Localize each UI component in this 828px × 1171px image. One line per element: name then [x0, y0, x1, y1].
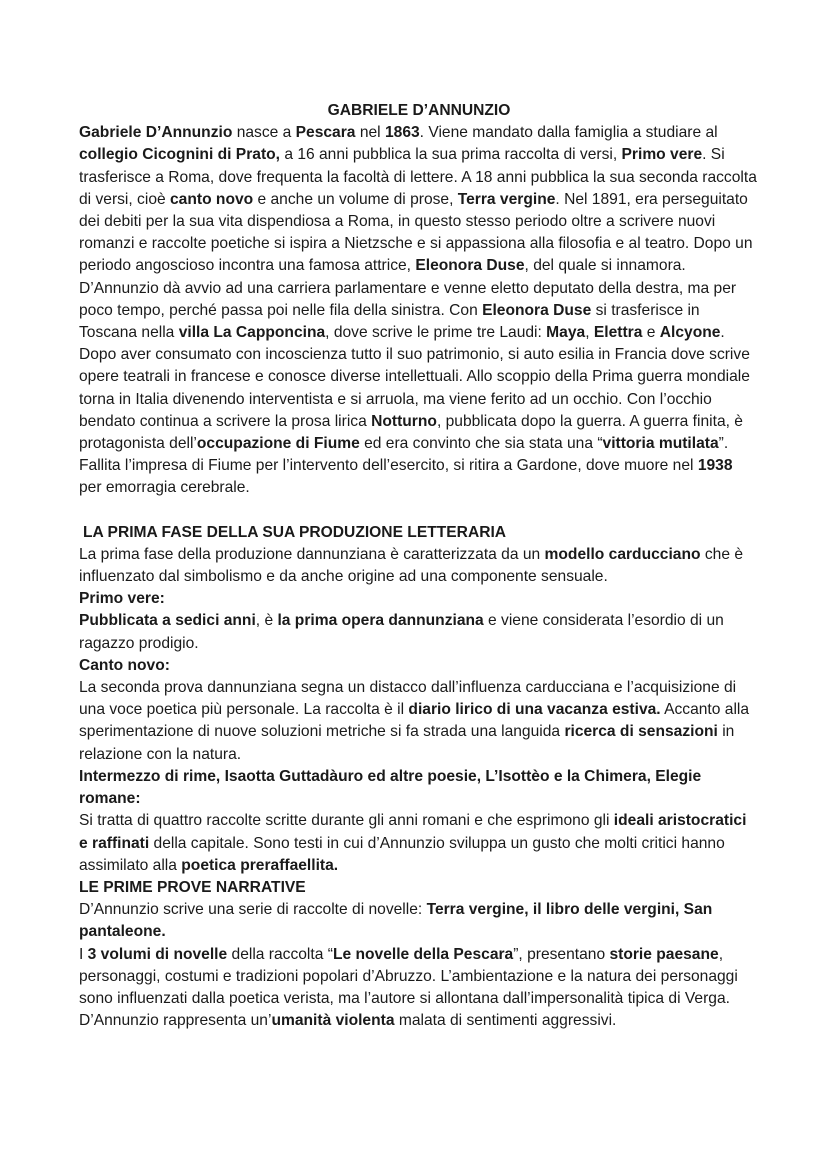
text-run: a 16 anni pubblica la sua prima raccolta di versi, [280, 146, 622, 164]
text-run: I [79, 945, 88, 963]
canto-novo-paragraph [79, 677, 759, 766]
text-run: ”. Fallita l’impresa di Fiume per l’intervento dell’esercito, si ritira a Gardone, dove muore nel [79, 435, 729, 475]
text-run: e viene considerata l’esordio di un ragazzo prodigio. [79, 612, 724, 652]
text-run: per emorragia cerebrale. [79, 479, 250, 497]
text-run: nasce a [232, 124, 296, 142]
bold-text-run: Le novelle della Pescara [332, 945, 514, 963]
primo-vere-paragraph [79, 610, 759, 654]
bold-text-run: occupazione di Fiume [196, 435, 360, 453]
text-run: nel [355, 124, 385, 142]
text-run: La seconda prova dannunziana segna un distacco dall’influenza carducciana e l’acquisizione di una voce poetica più personale. La raccolta è il [79, 679, 737, 719]
bold-text-run: 1938 [697, 457, 733, 475]
text-run: in relazione con la natura. [79, 723, 735, 763]
bold-text-run: storie paesane [609, 945, 719, 963]
intermezzo-paragraph [79, 810, 759, 877]
text-run: Accanto alla sperimentazione di nuove soluzioni metriche si fa strada una languida [79, 701, 750, 741]
text-run: , del quale si innamora. D’Annunzio dà avvio ad una carriera parlamentare e venne eletto deputato della destra, ma per poco tempo, perché passa poi nelle fila della sinistra. Con [79, 257, 737, 319]
subheading-primo-vere: Primo vere: [79, 590, 165, 608]
document-page [79, 100, 759, 1032]
text-run: ”, presentano [513, 945, 610, 963]
text-run: che è influenzato dal simbolismo e da anche origine ad una componente sensuale. [79, 545, 743, 586]
bold-text-run: 3 volumi di novelle [87, 945, 228, 963]
bold-text-run: umanità violenta [271, 1012, 395, 1030]
bold-text-run: la prima opera dannunziana [277, 612, 484, 630]
bold-text-run: villa La Capponcina [178, 324, 326, 342]
text-run: , [585, 324, 594, 342]
text-run: , dove scrive le prime tre Laudi: [325, 324, 547, 342]
bold-text-run: vittoria mutilata [602, 435, 719, 453]
text-run: . Viene mandato dalla famiglia a studiare al [419, 124, 718, 142]
bold-text-run: Eleonora Duse [482, 301, 592, 319]
bold-text-run: poetica preraffaellita. [181, 856, 339, 874]
bold-text-run: Maya [546, 324, 586, 342]
text-run: della capitale. Sono testi in cui d’Annunzio sviluppa un gusto che molti critici hanno assimilato alla [79, 834, 725, 874]
text-run: e anche un volume di prose, [253, 190, 458, 208]
document-title: GABRIELE D’ANNUNZIO [327, 102, 511, 119]
novelle-paragraph [79, 944, 759, 1033]
bold-text-run: diario lirico di una vacanza estiva. [408, 701, 661, 719]
text-run: e [642, 324, 660, 342]
text-run: . Si trasferisce a Roma, dove frequenta la facoltà di lettere. A 18 anni pubblica la sua seconda raccolta di versi, cioè [79, 146, 757, 208]
prima-fase-intro [79, 544, 759, 588]
text-run: D’Annunzio scrive una serie di raccolte di novelle: [79, 901, 427, 919]
bold-text-run: Terra vergine [457, 190, 556, 208]
bold-text-run: 1863 [384, 124, 420, 142]
text-run: , è [255, 612, 278, 630]
bold-text-run: ideali aristocratici e raffinati [79, 812, 747, 852]
bold-text-run: Primo vere [621, 146, 703, 164]
bold-text-run: modello carducciano [544, 545, 701, 563]
bold-text-run: collegio Cicognini di Prato, [79, 146, 280, 164]
subheading-canto-novo: Canto novo: [79, 656, 170, 674]
bold-text-run: Pescara [295, 124, 356, 142]
bold-text-run: Eleonora Duse [415, 257, 525, 275]
biography-paragraph [79, 122, 759, 499]
subheading-intermezzo: Intermezzo di rime, Isaotta Guttadàuro ed altre poesie, L’Isottèo e la Chimera, Elegie romane: [79, 767, 702, 808]
bold-text-run: ricerca di sensazioni [564, 723, 718, 741]
text-run: si trasferisce in Toscana nella [79, 301, 700, 342]
text-run: della raccolta “ [227, 945, 333, 963]
bold-text-run: Pubblicata a sedici anni [79, 612, 256, 630]
text-run: La prima fase della produzione dannunziana è caratterizzata da un [79, 545, 545, 563]
bold-text-run: Elettra [593, 324, 643, 342]
text-run: malata di sentimenti aggressivi. [394, 1012, 617, 1030]
bold-text-run: Terra vergine, il libro delle vergini, San pantaleone. [79, 901, 713, 941]
bold-text-run: Alcyone [659, 324, 721, 342]
text-run: Si tratta di quattro raccolte scritte durante gli anni romani e che esprimono gli [79, 812, 614, 830]
text-run: . Dopo aver consumato con incoscienza tutto il suo patrimonio, si auto esilia in Francia dove scrive opere teatrali in francese e conosce diverse intellettuali. Allo scoppio della Prima guerra mondiale torna in Italia divenendo interventista e si arruola, ma viene ferito ad un occhio. Con l’occhio bendato continua a scrivere la prosa lirica [79, 324, 750, 430]
prime-prove-intro [79, 899, 759, 943]
spacer [79, 500, 759, 522]
text-run: ed era convinto che sia stata una “ [359, 435, 603, 453]
bold-text-run: Notturno [371, 412, 437, 430]
text-run: . Nel 1891, era perseguitato dei debiti per la sua vita dispendiosa a Roma, in questo stesso periodo oltre a scrivere nuovi romanzi e raccolte poetiche si ispira a Nietzsche e si appassiona alla filosofia e al teatro. Dopo un periodo angoscioso incontra una famosa attrice, [79, 190, 753, 275]
text-run: , personaggi, costumi e tradizioni popolari d’Abruzzo. L’ambientazione e la natura dei personaggi sono influenzati dalla poetica verista, ma l’autore si allontana dall’impersonalità tipica di Verga. D’Annunzio rappresenta un’ [79, 945, 738, 1030]
section-heading-prime-prove: LE PRIME PROVE NARRATIVE [79, 878, 306, 896]
text-run: , pubblicata dopo la guerra. A guerra finita, è protagonista dell’ [79, 412, 743, 453]
section-heading-prima-fase: LA PRIMA FASE DELLA SUA PRODUZIONE LETTERARIA [83, 523, 507, 541]
bold-text-run: Gabriele D’Annunzio [79, 124, 233, 142]
bold-text-run: canto novo [170, 190, 254, 208]
